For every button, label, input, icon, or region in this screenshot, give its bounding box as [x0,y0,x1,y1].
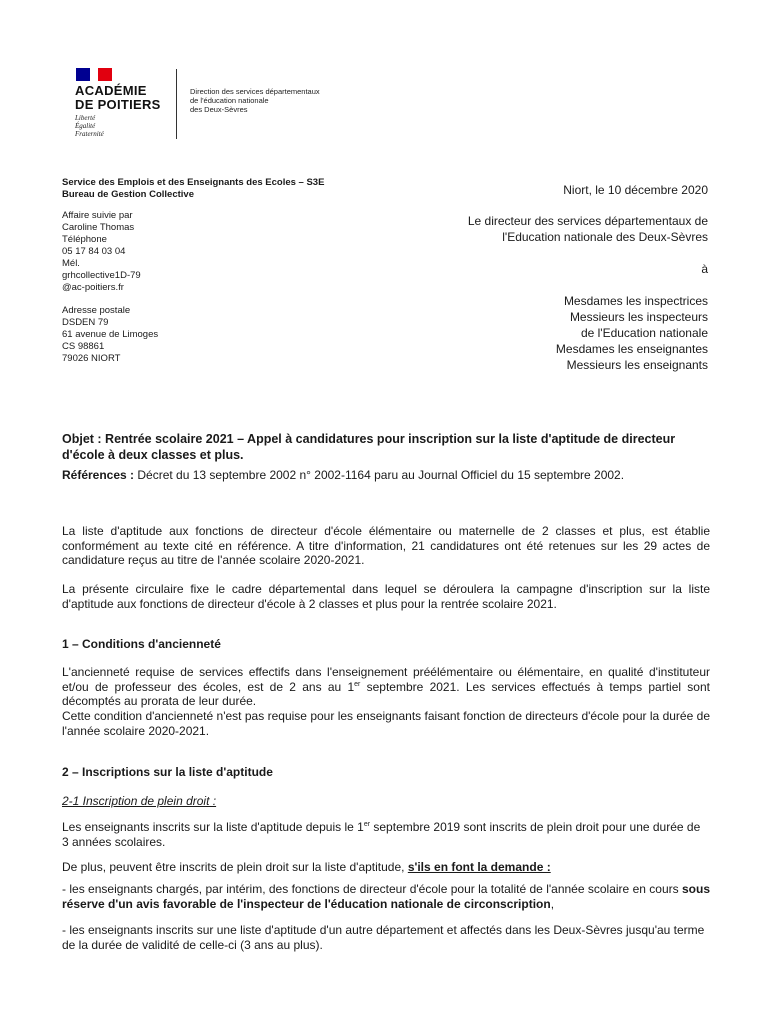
contact-block: Affaire suivie par Caroline Thomas Téléphone 05 17 84 03 04 Mél. grhcollective1D-79 @ac-poitiers.fr [62,210,141,293]
header-divider [176,69,177,139]
paragraph-4: Cette condition d'ancienneté n'est pas requise pour les enseignants faisant fonction de directeurs d'école pour la durée de l'année scolaire 2020-2021. [62,709,710,738]
republic-flag-logo [76,68,112,81]
recipients: Mesdames les inspectrices Messieurs les inspecteurs de l'Education nationale Mesdames les enseignantes Messieurs les enseignants [555,294,708,372]
sender: Le directeur des services départementaux de l'Education nationale des Deux-Sèvres [467,214,708,244]
paragraph-3: L'ancienneté requise de services effectifs dans l'enseignement préélémentaire ou élémentaire, en qualité d'instituteur et/ou de professeur des écoles, est de 2 ans au 1er septembre 2021. Les services effectués à temps partiel sont décomptés au prorata de leur durée. [62,665,710,708]
date-line: Niort, le 10 décembre 2020 [563,183,708,197]
department-name: Direction des services départementaux de l'éducation nationale des Deux-Sèvres [190,87,320,114]
paragraph-6: De plus, peuvent être inscrits de plein droit sur la liste d'aptitude, s'ils en font la demande : [62,860,551,874]
to-word: à [701,262,708,276]
service-name: Service des Emplois et des Enseignants des Ecoles – S3E Bureau de Gestion Collective [62,177,325,200]
paragraph-8: - les enseignants inscrits sur une liste d'aptitude d'un autre département et affectés dans les Deux-Sèvres jusqu'au terme de la durée de validité de celle-ci (3 ans au plus). [62,923,705,952]
section-heading-1: 1 – Conditions d'ancienneté [62,637,221,651]
postal-address: Adresse postale DSDEN 79 61 avenue de Limoges CS 98861 79026 NIORT [62,305,159,364]
paragraph-1: La liste d'aptitude aux fonctions de directeur d'école élémentaire ou maternelle de 2 classes et plus, est établie conformément au texte cité en référence. A titre d'information, 21 candidatures ont été retenues sur les 29 actes de candidature reçus au titre de l'année scolaire 2020-2021. [62,524,710,567]
republic-motto: Liberté Égalité Fraternité [75,114,104,138]
subsection-heading: 2-1 Inscription de plein droit : [62,794,217,808]
section-heading-2: 2 – Inscriptions sur la liste d'aptitude [62,765,273,779]
academy-name: ACADÉMIE DE POITIERS [75,83,161,112]
paragraph-2: La présente circulaire fixe le cadre départemental dans lequel se déroulera la campagne d'inscription sur la liste d'aptitude aux fonctions de directeur d'école à 2 classes et plus pour la rentrée scolaire 2021. [62,582,710,611]
paragraph-7: - les enseignants chargés, par intérim, des fonctions de directeur d'école pour la totalité de l'année scolaire en cours sous réserve d'un avis favorable de l'inspecteur de l'éducation nationale de circonscription, [62,882,710,911]
object-line: Objet : Rentrée scolaire 2021 – Appel à candidatures pour inscription sur la liste d'aptitude de directeur d'école à deux classes et plus. [62,432,676,462]
paragraph-5: Les enseignants inscrits sur la liste d'aptitude depuis le 1er septembre 2019 sont inscrits de plein droit pour une durée de 3 années scolaires. [62,820,701,849]
references: Références : Décret du 13 septembre 2002 n° 2002-1164 paru au Journal Officiel du 15 septembre 2002. [62,468,625,482]
